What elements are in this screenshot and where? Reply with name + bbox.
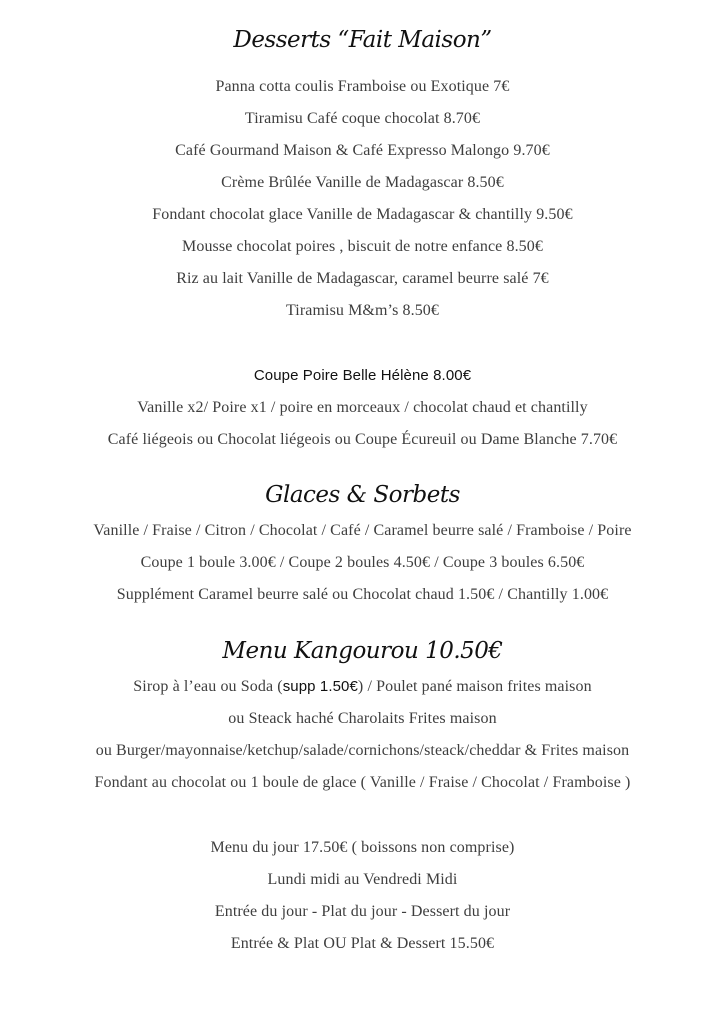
dessert-item: Panna cotta coulis Framboise ou Exotique 7€ xyxy=(215,78,510,95)
desserts-title: Desserts “Fait Maison” xyxy=(233,27,492,53)
dessert-item: Tiramisu Café coque chocolat 8.70€ xyxy=(244,110,481,127)
kangourou-line-text: Sirop à l’eau ou Soda ( xyxy=(133,678,283,695)
coupe-line: Café liégeois ou Chocolat liégeois ou Coupe Écureuil ou Dame Blanche 7.70€ xyxy=(107,431,618,448)
kangourou-line: Fondant au chocolat ou 1 boule de glace ( Vanille / Fraise / Chocolat / Framboise ) xyxy=(94,774,631,791)
menu-du-jour-line: Lundi midi au Vendredi Midi xyxy=(267,871,458,888)
kangourou-line-text: ) / Poulet pané maison frites maison xyxy=(357,678,592,695)
coupe-heading: Coupe Poire Belle Hélène 8.00€ xyxy=(253,367,472,384)
glaces-line: Coupe 1 boule 3.00€ / Coupe 2 boules 4.50€ / Coupe 3 boules 6.50€ xyxy=(140,554,585,571)
kangourou-line: ou Steack haché Charolaits Frites maison xyxy=(228,710,497,727)
kangourou-line: ou Burger/mayonnaise/ketchup/salade/cornichons/steack/cheddar & Frites maison xyxy=(95,742,630,759)
menu-du-jour-line: Menu du jour 17.50€ ( boissons non comprise) xyxy=(210,839,515,856)
kangourou-title: Menu Kangourou 10.50€ xyxy=(222,638,503,664)
dessert-item: Riz au lait Vanille de Madagascar, caramel beurre salé 7€ xyxy=(176,270,549,287)
menu-du-jour-line: Entrée & Plat OU Plat & Dessert 15.50€ xyxy=(230,935,495,952)
dessert-item: Mousse chocolat poires , biscuit de notre enfance 8.50€ xyxy=(182,238,543,255)
kangourou-line xyxy=(0,677,725,697)
dessert-item: Fondant chocolat glace Vanille de Madagascar & chantilly 9.50€ xyxy=(152,206,573,223)
dessert-item: Crème Brûlée Vanille de Madagascar 8.50€ xyxy=(221,174,504,191)
dessert-item: Tiramisu M&m’s 8.50€ xyxy=(286,302,439,319)
glaces-line: Vanille / Fraise / Citron / Chocolat / Café / Caramel beurre salé / Framboise / Poire xyxy=(93,522,632,539)
glaces-title: Glaces & Sorbets xyxy=(265,482,460,508)
coupe-line: Vanille x2/ Poire x1 / poire en morceaux / chocolat chaud et chantilly xyxy=(137,399,588,416)
glaces-line: Supplément Caramel beurre salé ou Chocolat chaud 1.50€ / Chantilly 1.00€ xyxy=(116,586,609,603)
dessert-item: Café Gourmand Maison & Café Expresso Malongo 9.70€ xyxy=(175,142,550,159)
supplement-price: supp 1.50€ xyxy=(282,678,358,695)
menu-du-jour-line: Entrée du jour - Plat du jour - Dessert du jour xyxy=(214,903,511,920)
